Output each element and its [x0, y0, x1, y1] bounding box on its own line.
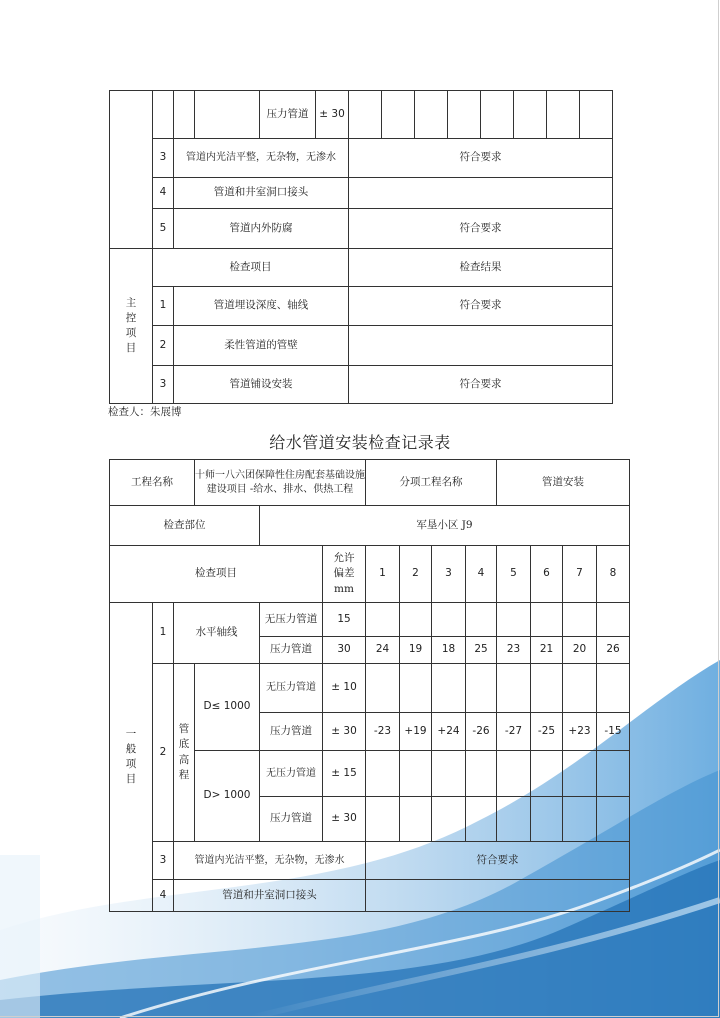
item-name	[174, 664, 195, 842]
diameter-condition: D> 1000	[195, 751, 260, 842]
table-row	[110, 664, 630, 713]
project-name-value	[195, 460, 366, 506]
item-cell: 管道埋设深度、轴线	[174, 287, 349, 326]
value-cell	[547, 91, 580, 139]
tolerance-cell: ± 30	[316, 91, 349, 139]
tolerance-cell: ± 15	[323, 751, 366, 797]
inspection-record-table	[109, 459, 630, 912]
value-cell	[497, 751, 531, 797]
item-cell: 管道和井室洞口接头	[174, 880, 366, 912]
header-result: 检查结果	[349, 249, 613, 287]
tolerance-header-text: 允许偏差mm	[333, 552, 355, 595]
sub-project-label: 分项工程名称	[366, 460, 497, 506]
value-cell	[400, 751, 432, 797]
value-cell: 20	[563, 637, 597, 664]
item-text: 管道内光洁平整，无杂物，无渗水	[186, 152, 336, 164]
header-item: 检查项目	[153, 249, 349, 287]
pipe-type-cell: 压力管道	[260, 637, 323, 664]
tolerance-cell: ± 30	[323, 797, 366, 842]
value-cell	[497, 664, 531, 713]
value-cell	[466, 603, 497, 637]
sub-project-value: 管道安装	[497, 460, 630, 506]
value-cell	[400, 664, 432, 713]
category-label: 主控项目	[125, 296, 137, 355]
table-cell	[195, 91, 260, 139]
value-cell	[349, 91, 382, 139]
location-value: 军垦小区 J9	[260, 506, 630, 546]
value-cell	[563, 751, 597, 797]
item-cell: 柔性管道的管壁	[174, 326, 349, 366]
table-cell	[174, 91, 195, 139]
inspector-label: 检查人：朱展博	[108, 406, 182, 418]
value-cell	[415, 91, 448, 139]
row-number: 2	[153, 664, 174, 842]
pipe-type-text: 无压力管道	[266, 767, 316, 779]
value-cell	[563, 797, 597, 842]
item-cell: 管道内外防腐	[174, 209, 349, 249]
tolerance-cell: ± 30	[323, 713, 366, 751]
value-cell: 19	[400, 637, 432, 664]
value-cell	[400, 603, 432, 637]
item-cell	[174, 139, 349, 178]
value-cell	[514, 91, 547, 139]
item-text: 管道内光洁平整，无杂物，无渗水	[194, 854, 345, 866]
point-number: 7	[563, 546, 597, 603]
row-number: 1	[153, 287, 174, 326]
result-cell: 符合要求	[349, 209, 613, 249]
pipe-type-cell: 压力管道	[260, 91, 316, 139]
value-cell: -27	[497, 713, 531, 751]
value-cell	[366, 797, 400, 842]
table-row	[110, 603, 630, 637]
result-cell: 符合要求	[366, 842, 630, 880]
value-cell	[448, 91, 481, 139]
header-tolerance	[323, 546, 366, 603]
value-cell: -23	[366, 713, 400, 751]
value-cell: 24	[366, 637, 400, 664]
tolerance-cell: 30	[323, 637, 366, 664]
item-cell	[174, 842, 366, 880]
value-cell	[597, 797, 630, 842]
category-cell-general	[110, 603, 153, 912]
value-cell	[580, 91, 613, 139]
table-row	[110, 880, 630, 912]
category-cell-general	[110, 91, 153, 249]
point-number: 8	[597, 546, 630, 603]
table-row	[110, 139, 613, 178]
value-cell: 26	[597, 637, 630, 664]
item-cell: 管道铺设安装	[174, 366, 349, 404]
table-row	[110, 460, 630, 506]
value-cell	[432, 603, 466, 637]
result-cell	[349, 326, 613, 366]
value-cell	[366, 603, 400, 637]
table-row	[110, 326, 613, 366]
row-number: 2	[153, 326, 174, 366]
diameter-condition: D≤ 1000	[195, 664, 260, 751]
point-number: 3	[432, 546, 466, 603]
table-row	[110, 366, 613, 404]
table-continued	[109, 90, 613, 404]
result-cell: 符合要求	[349, 139, 613, 178]
point-number: 5	[497, 546, 531, 603]
value-cell: +24	[432, 713, 466, 751]
value-cell	[382, 91, 415, 139]
pipe-type-cell: 压力管道	[260, 713, 323, 751]
value-cell	[432, 751, 466, 797]
item-name-text: 管底高程	[178, 723, 190, 781]
category-label: 一般项目	[125, 727, 137, 786]
header-item: 检查项目	[110, 546, 323, 603]
table-row	[110, 546, 630, 603]
value-cell	[432, 797, 466, 842]
value-cell	[466, 664, 497, 713]
row-number: 1	[153, 603, 174, 664]
item-name: 水平轴线	[174, 603, 260, 664]
pipe-type-cell: 无压力管道	[260, 603, 323, 637]
table-row	[110, 287, 613, 326]
value-cell: -15	[597, 713, 630, 751]
tolerance-cell: ± 10	[323, 664, 366, 713]
value-cell	[497, 603, 531, 637]
value-cell	[597, 751, 630, 797]
value-cell	[531, 603, 563, 637]
table-row	[110, 506, 630, 546]
value-cell	[597, 603, 630, 637]
project-name-text: 十师一八六团保障性住房配套基础设施建设项目 -给水、排水、供热工程	[195, 470, 365, 495]
table-cell	[153, 91, 174, 139]
pipe-type-cell	[260, 664, 323, 713]
value-cell: +23	[563, 713, 597, 751]
result-cell: 符合要求	[349, 287, 613, 326]
page-title: 给水管道安装检查记录表	[269, 433, 451, 452]
pipe-type-text: 无压力管道	[266, 682, 316, 694]
value-cell	[531, 664, 563, 713]
value-cell	[531, 751, 563, 797]
pipe-type-cell	[260, 751, 323, 797]
pipe-type-cell: 压力管道	[260, 797, 323, 842]
row-number: 3	[153, 139, 174, 178]
value-cell	[466, 797, 497, 842]
table-row	[110, 178, 613, 209]
value-cell	[497, 797, 531, 842]
table-row	[110, 209, 613, 249]
result-cell: 符合要求	[349, 366, 613, 404]
value-cell	[366, 664, 400, 713]
value-cell	[366, 751, 400, 797]
point-number: 2	[400, 546, 432, 603]
value-cell: 25	[466, 637, 497, 664]
value-cell	[563, 603, 597, 637]
table-row	[110, 249, 613, 287]
row-number: 3	[153, 842, 174, 880]
row-number: 4	[153, 178, 174, 209]
value-cell: 21	[531, 637, 563, 664]
result-cell	[366, 880, 630, 912]
project-name-label: 工程名称	[110, 460, 195, 506]
point-number: 6	[531, 546, 563, 603]
item-cell: 管道和井室洞口接头	[174, 178, 349, 209]
location-label: 检查部位	[110, 506, 260, 546]
value-cell: +19	[400, 713, 432, 751]
value-cell: 18	[432, 637, 466, 664]
row-number: 4	[153, 880, 174, 912]
point-number: 4	[466, 546, 497, 603]
point-number: 1	[366, 546, 400, 603]
value-cell: -25	[531, 713, 563, 751]
value-cell	[563, 664, 597, 713]
value-cell: 23	[497, 637, 531, 664]
value-cell	[400, 797, 432, 842]
value-cell: -26	[466, 713, 497, 751]
row-number: 5	[153, 209, 174, 249]
result-cell	[349, 178, 613, 209]
value-cell	[597, 664, 630, 713]
row-number: 3	[153, 366, 174, 404]
value-cell	[481, 91, 514, 139]
table-row	[110, 842, 630, 880]
value-cell	[432, 664, 466, 713]
tolerance-cell: 15	[323, 603, 366, 637]
value-cell	[466, 751, 497, 797]
value-cell	[531, 797, 563, 842]
table-row	[110, 91, 613, 139]
category-cell-main-control	[110, 249, 153, 404]
